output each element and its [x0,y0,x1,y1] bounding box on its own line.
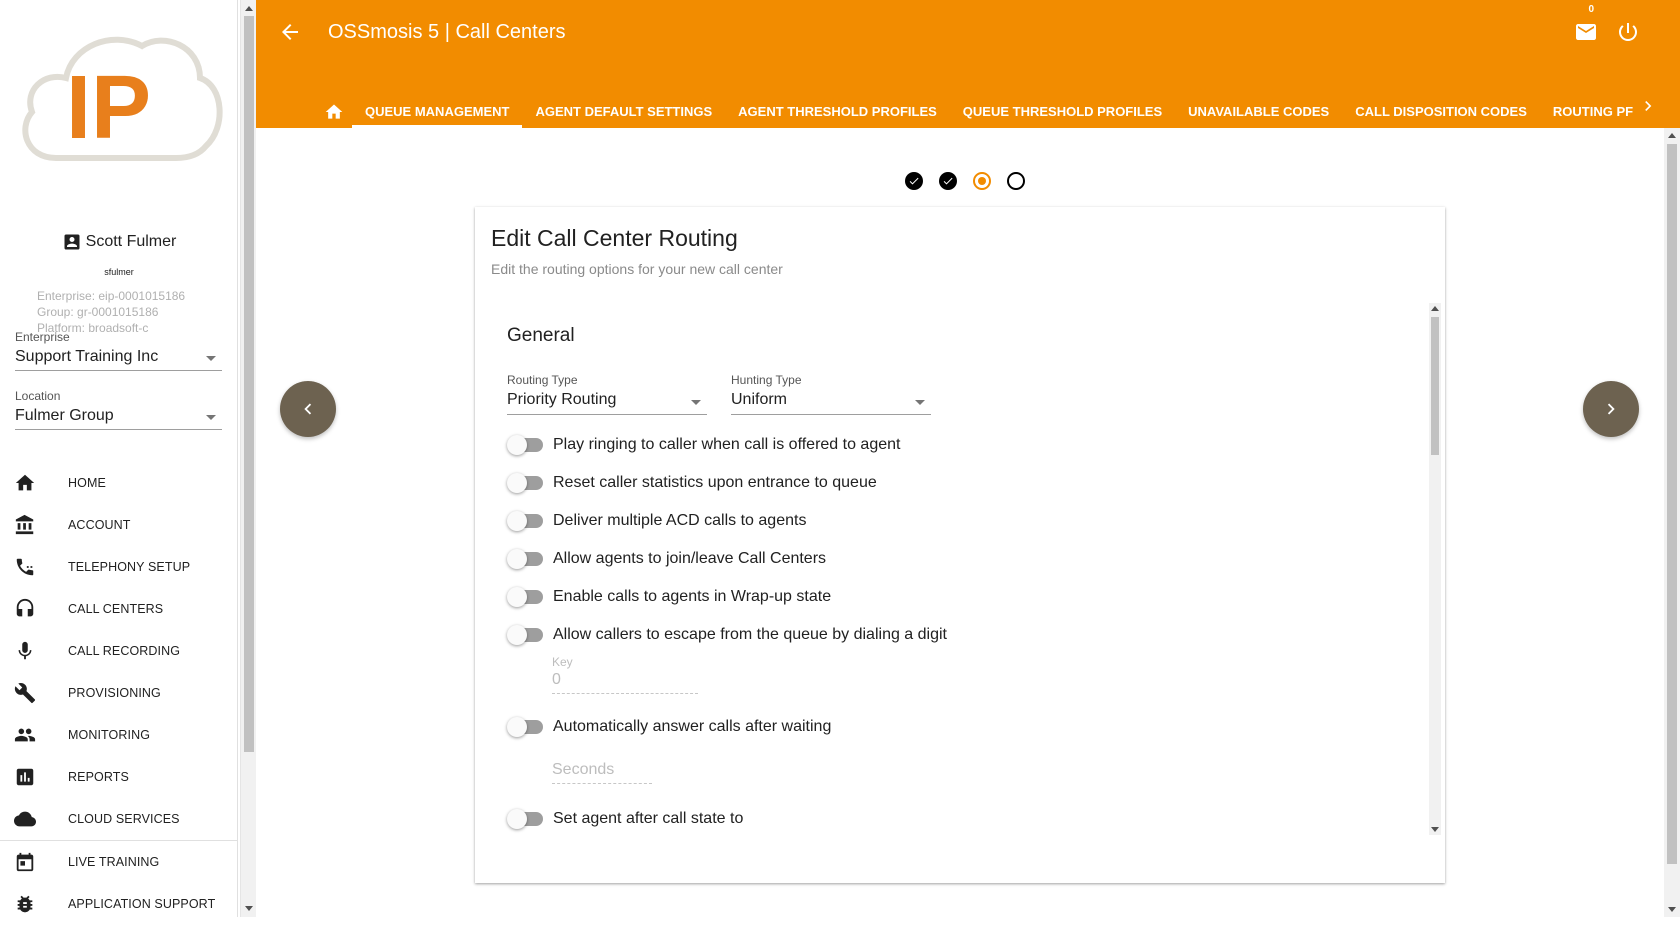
wrap-up-calls-toggle[interactable] [507,587,543,607]
scroll-up-icon[interactable] [1668,133,1676,138]
power-icon[interactable] [1616,20,1640,44]
dropdown-caret-icon [915,400,925,405]
sidebar-item-label: REPORTS [68,770,129,784]
deliver-multiple-acd-toggle[interactable] [507,511,543,531]
sidebar-item-label: CALL RECORDING [68,644,181,658]
check-icon [908,175,920,187]
toggle-row [507,509,806,533]
routing-type-select[interactable] [507,373,707,415]
auto-answer-seconds-field[interactable] [552,759,652,784]
next-step-button[interactable] [1583,381,1639,437]
escape-key-input[interactable]: 0 [552,671,698,694]
user-block [0,232,238,277]
card-subtitle: Edit the routing options for your new call center [491,261,783,277]
sidebar-nav [0,462,238,925]
account-box-icon [62,232,82,252]
routing-card [475,207,1445,883]
scroll-down-icon[interactable] [245,906,253,911]
sidebar-item-monitoring[interactable] [0,714,238,756]
toggle-label: Enable calls to agents in Wrap-up state [553,588,832,605]
tab-call-disposition-codes[interactable]: CALL DISPOSITION CODES [1355,104,1527,119]
back-button[interactable] [278,20,302,44]
sidebar-item-label: TELEPHONY SETUP [68,560,191,574]
microphone-icon [14,640,36,662]
step-4-pending[interactable] [1007,172,1025,190]
toggle-label: Allow callers to escape from the queue by dialing a digit [553,626,947,643]
sidebar-item-label: MONITORING [68,728,151,742]
scroll-up-icon[interactable] [1431,306,1439,311]
tab-bar [316,92,1634,128]
scroll-down-icon[interactable] [1668,907,1676,912]
toggle-label: Play ringing to caller when call is offered to agent [553,436,901,453]
dropdown-caret-icon [206,356,216,361]
toggle-row [507,715,831,739]
step-2-complete[interactable] [939,172,957,190]
sidebar-item-application-support[interactable] [0,883,238,925]
phone-icon [14,556,36,578]
step-3-current[interactable] [973,172,991,190]
headset-icon [14,598,36,620]
bank-icon [14,514,36,536]
escape-digit-toggle[interactable] [507,625,543,645]
toggle-row [507,433,900,457]
people-icon [14,724,36,746]
user-login: sfulmer [104,267,134,277]
sidebar-item-live-training[interactable] [0,841,238,883]
scroll-up-icon[interactable] [245,6,253,11]
home-icon [14,472,36,494]
company-logo [16,28,226,178]
routing-form [491,303,1441,835]
location-label: Location [15,389,61,403]
wrench-icon [14,682,36,704]
sidebar-item-label: PROVISIONING [68,686,161,700]
bug-icon [14,893,36,915]
tab-agent-threshold-profiles[interactable]: AGENT THRESHOLD PROFILES [738,104,937,119]
after-call-state-toggle[interactable] [507,809,543,829]
tab-queue-threshold-profiles[interactable]: QUEUE THRESHOLD PROFILES [962,104,1163,119]
sidebar-item-label: HOME [68,476,106,490]
sidebar-item-telephony-setup[interactable] [0,546,238,588]
step-1-complete[interactable] [905,172,923,190]
toggle-label: Allow agents to join/leave Call Centers [553,550,827,567]
card-title: Edit Call Center Routing [491,225,738,251]
hunting-type-label: Hunting Type [731,373,802,387]
toggle-row [507,807,743,831]
main-scrollbar[interactable] [1664,128,1680,917]
sidebar-item-label: ACCOUNT [68,518,131,532]
sidebar [0,0,238,917]
chart-icon [14,766,36,788]
scroll-thumb[interactable] [244,16,254,752]
sidebar-scrollbar[interactable] [240,0,256,917]
calendar-icon [14,851,36,873]
toggle-label: Set agent after call state to [553,810,744,827]
enterprise-select[interactable] [15,330,222,371]
tab-home[interactable] [316,92,352,128]
sidebar-item-home[interactable] [0,462,238,504]
chevron-left-icon [297,398,319,420]
sidebar-item-call-recording[interactable] [0,630,238,672]
tab-agent-default-settings[interactable]: AGENT DEFAULT SETTINGS [535,104,713,119]
wizard-stepper [905,172,1025,190]
sidebar-item-label: LIVE TRAINING [68,855,160,869]
sidebar-item-label: CLOUD SERVICES [68,812,180,826]
auto-answer-toggle[interactable] [507,717,543,737]
routing-type-label: Routing Type [507,373,578,387]
scroll-thumb[interactable] [1667,144,1677,864]
escape-key-label: Key [552,655,573,669]
check-icon [942,175,954,187]
allow-join-leave-toggle[interactable] [507,549,543,569]
sidebar-item-provisioning[interactable] [0,672,238,714]
toggle-row [507,623,947,647]
arrow-back-icon [278,20,302,44]
chevron-right-icon [1638,96,1658,116]
sidebar-item-call-centers[interactable] [0,588,238,630]
tab-queue-management[interactable]: QUEUE MANAGEMENT [352,92,522,128]
scroll-thumb[interactable] [1431,317,1439,455]
user-name-text: Scott Fulmer [85,233,177,250]
dropdown-caret-icon [691,400,701,405]
form-scrollbar[interactable] [1429,303,1441,835]
notification-badge: 0 [1588,4,1594,15]
header-actions [1574,20,1640,44]
tab-unavailable-codes[interactable]: UNAVAILABLE CODES [1188,104,1330,119]
scroll-down-icon[interactable] [1431,827,1439,832]
toggle-row [507,471,877,495]
location-value[interactable]: Fulmer Group [15,407,222,430]
sidebar-item-cloud-services[interactable] [0,798,238,840]
sidebar-item-account[interactable] [0,504,238,546]
toggle-row [507,585,831,609]
section-title: General [507,325,575,346]
toggle-label: Automatically answer calls after waiting [553,718,832,735]
sidebar-item-label: APPLICATION SUPPORT [68,897,216,911]
location-select[interactable] [15,389,222,430]
user-meta [37,288,185,336]
dropdown-caret-icon [206,415,216,420]
hunting-type-select[interactable] [731,373,931,415]
chevron-right-icon [1600,398,1622,420]
user-group: Group: gr-0001015186 [37,305,159,319]
routing-type-value[interactable]: Priority Routing [507,391,707,415]
tab-routing-profiles[interactable]: ROUTING PF [1552,104,1634,119]
home-icon [324,102,344,122]
toggle-row [507,547,826,571]
reset-caller-stats-toggle[interactable] [507,473,543,493]
toggle-label: Deliver multiple ACD calls to agents [553,512,807,529]
tabs-scroll-right-button[interactable] [1638,96,1658,116]
play-ringing-toggle[interactable] [507,435,543,455]
user-name [62,232,177,252]
sidebar-item-reports[interactable] [0,756,238,798]
hunting-type-value[interactable]: Uniform [731,391,931,415]
user-platform: Platform: broadsoft-c [37,321,149,335]
seconds-input[interactable]: Seconds [552,761,652,784]
sidebar-item-label: CALL CENTERS [68,602,164,616]
previous-step-button[interactable] [280,381,336,437]
enterprise-label: Enterprise [15,330,70,344]
escape-key-field[interactable] [552,655,698,694]
user-enterprise: Enterprise: eip-0001015186 [37,289,186,303]
toggle-label: Reset caller statistics upon entrance to queue [553,474,877,491]
enterprise-value[interactable]: Support Training Inc [15,348,222,371]
mail-icon[interactable] [1574,20,1598,44]
app-header [256,0,1680,128]
cloud-icon [14,808,36,830]
logo-text: IP [66,58,152,158]
page-title: OSSmosis 5 | Call Centers [328,21,566,43]
